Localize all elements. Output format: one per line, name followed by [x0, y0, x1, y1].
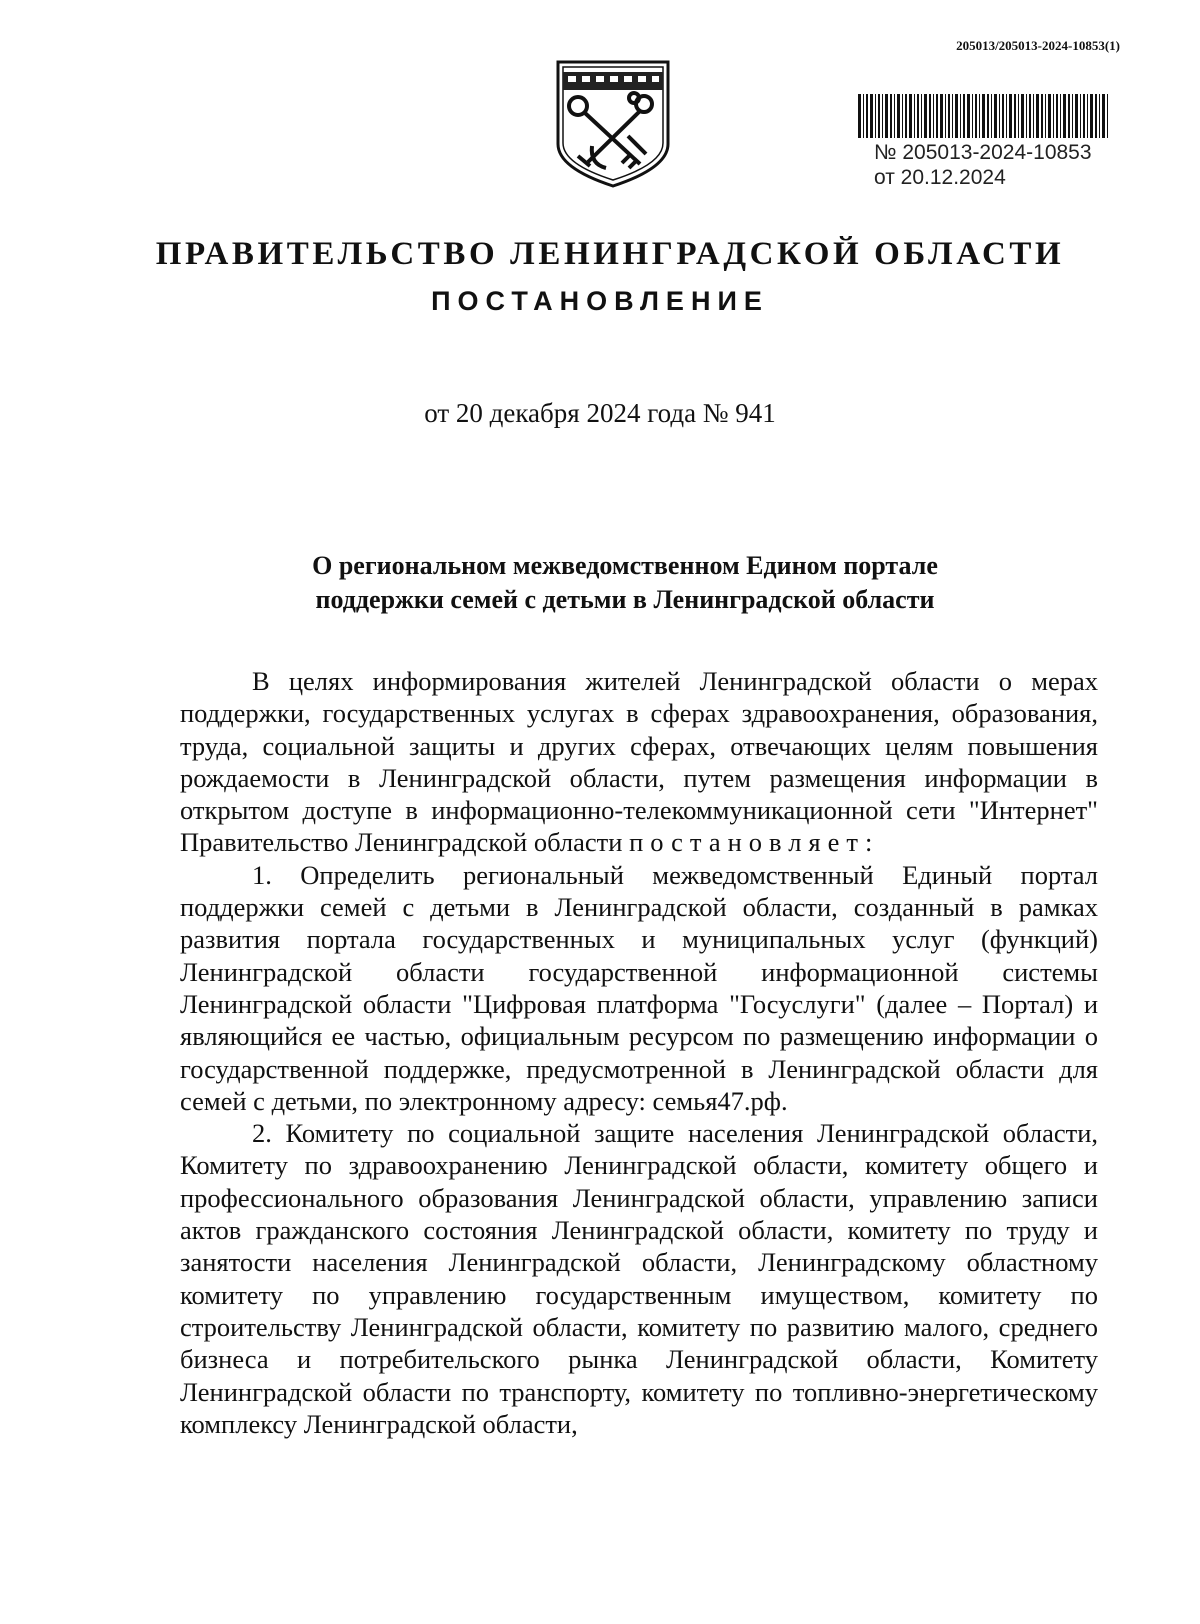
- registration-date: от 20.12.2024: [874, 166, 1006, 189]
- subject-line: О региональном межведомственном Едином портале: [312, 551, 938, 580]
- document-type-title: ПОСТАНОВЛЕНИЕ: [431, 286, 769, 316]
- item-2-paragraph: 2. Комитету по социальной защите населения Ленинградской области, Комитету по здравоохранению Ленинградской области, комитету общего и профессионального образования Ленинградской области, управлению записи актов гражданского состояния Ленинградской области, комитету по труду и занятости населения Ленинградской области, Ленинградскому областному комитету по управлению государственным имуществом, комитету по строительству Ленинградской области, комитету по развитию малого, среднего бизнеса и потребительского рынка Ленинградской области, Комитету Ленинградской области по транспорту, комитету по топливно-энергетическому комплексу Ленинградской области,: [180, 1118, 1098, 1439]
- document-date-line: от 20 декабря 2024 года № 941: [424, 398, 776, 428]
- document-id: 205013/205013-2024-10853(1): [956, 38, 1120, 53]
- document-subject: [0, 549, 1200, 617]
- subject-line: поддержки семей с детьми в Ленинградской области: [315, 585, 935, 614]
- document-body: [180, 665, 1098, 1440]
- intro-paragraph: [180, 665, 1098, 859]
- barcode-icon: [858, 94, 1108, 138]
- intro-text: В целях информирования жителей Ленинградской области о мерах поддержки, государственных услугах в сферах здравоохранения, образования, труда, социальной защиты и других сферах, отвечающих целям повышения рождаемости в Ленинградской области, путем размещения информации в открытом доступе в информационно-телекоммуникационной сети "Интернет" Правительство Ленинградской области: [180, 666, 1098, 858]
- resolves-word: постановляет:: [629, 827, 880, 858]
- leningrad-oblast-coat-of-arms-icon: [552, 58, 674, 190]
- item-1-paragraph: 1. Определить региональный межведомственный Единый портал поддержки семей с детьми в Ленинградской области, созданный в рамках развития портала государственных и муниципальных услуг (функций) Ленинградской области государственной информационной системы Ленинградской области "Цифровая платформа "Госуслуги" (далее – Портал) и являющийся ее частью, официальным ресурсом по размещению информации о государственной поддержке, предусмотренной в Ленинградской области для семей с детьми, по электронному адресу: семья47.рф.: [180, 859, 1098, 1116]
- registration-number: № 205013-2024-10853: [874, 141, 1092, 164]
- government-title: ПРАВИТЕЛЬСТВО ЛЕНИНГРАДСКОЙ ОБЛАСТИ: [155, 236, 1065, 272]
- registration-block: [874, 140, 1092, 190]
